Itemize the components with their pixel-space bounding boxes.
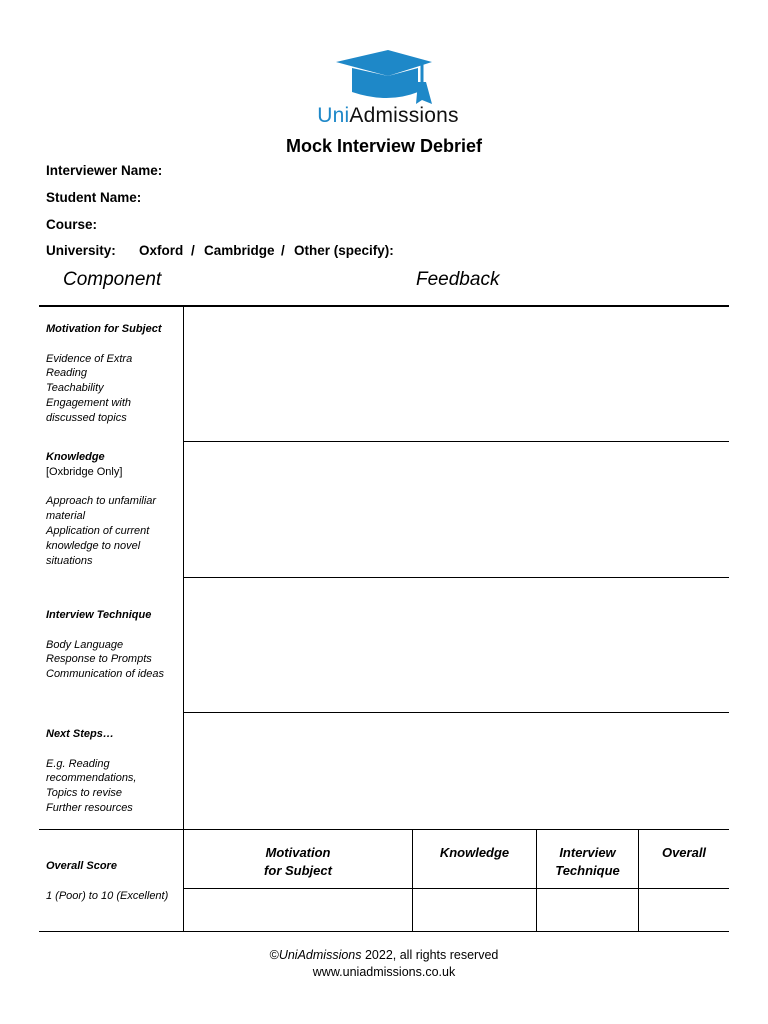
feedback-column-header: Feedback (416, 269, 500, 290)
row-divider (183, 577, 729, 578)
website-link[interactable]: www.uniadmissions.co.uk (312, 965, 456, 979)
overall-score-title: Overall Score (46, 860, 117, 872)
overall-row-top-border (39, 829, 729, 830)
component-line: Application of current (46, 524, 150, 537)
component-line: material (46, 510, 86, 523)
score-header-line: Motivation (265, 845, 331, 860)
row-divider (183, 712, 729, 713)
component-title: Motivation for Subject (46, 323, 162, 335)
footer-brand: UniAdmissions (278, 948, 362, 962)
score-header-motivation (184, 844, 412, 880)
brand-wordmark (306, 104, 470, 128)
component-knowledge (46, 450, 181, 568)
table-top-border (39, 305, 729, 307)
component-column-divider (183, 306, 184, 932)
component-line: situations (46, 554, 93, 567)
component-interview-technique (46, 608, 181, 682)
component-motivation (46, 322, 181, 426)
table-bottom-border (39, 931, 729, 932)
copyright-symbol: © (269, 948, 279, 962)
component-line: E.g. Reading (46, 757, 110, 770)
score-header-overall: Overall (661, 845, 707, 860)
component-next-steps (46, 727, 181, 816)
course-label: Course: (46, 217, 98, 232)
score-header-interview-technique (537, 844, 638, 880)
component-line: Reading (46, 367, 87, 380)
component-line: Topics to revise (46, 787, 123, 800)
university-label: University: (46, 243, 116, 258)
university-option-other: Other (specify): (294, 243, 394, 258)
component-line: Evidence of Extra (46, 352, 133, 365)
score-header-divider (183, 888, 729, 889)
component-title: Knowledge (46, 451, 105, 463)
row-divider (183, 441, 729, 442)
university-option-cambridge: Cambridge (204, 243, 275, 258)
score-header-line: Interview (559, 845, 616, 860)
score-header-line: for Subject (264, 863, 332, 878)
component-line: Teachability (46, 382, 104, 395)
component-line: Further resources (46, 801, 133, 814)
component-line: Engagement with (46, 396, 131, 409)
copyright-notice (0, 948, 768, 962)
component-note: [Oxbridge Only] (46, 465, 123, 478)
university-separator: / (281, 243, 285, 258)
university-separator: / (191, 243, 195, 258)
university-option-oxford: Oxford (139, 243, 184, 258)
page-title: Mock Interview Debrief (285, 136, 483, 156)
overall-score-section (46, 859, 181, 903)
student-name-label: Student Name: (46, 190, 142, 205)
component-line: knowledge to novel (46, 539, 141, 552)
interviewer-name-label: Interviewer Name: (46, 163, 163, 178)
score-header-line: Technique (555, 863, 620, 878)
brand-part-uni: Uni (317, 104, 350, 127)
footer-rights: 2022, all rights reserved (361, 948, 499, 962)
component-line: Response to Prompts (46, 653, 152, 666)
component-line: Communication of ideas (46, 668, 165, 681)
component-column-header: Component (63, 269, 162, 290)
component-line: discussed topics (46, 411, 127, 424)
score-header-knowledge: Knowledge (439, 845, 510, 860)
overall-score-scale: 1 (Poor) to 10 (Excellent) (46, 889, 169, 902)
brand-part-admissions: Admissions (349, 104, 459, 127)
component-title: Interview Technique (46, 609, 152, 621)
component-line: Approach to unfamiliar (46, 495, 157, 508)
component-line: recommendations, (46, 772, 137, 785)
component-title: Next Steps… (46, 728, 114, 740)
component-line: Body Language (46, 638, 124, 651)
